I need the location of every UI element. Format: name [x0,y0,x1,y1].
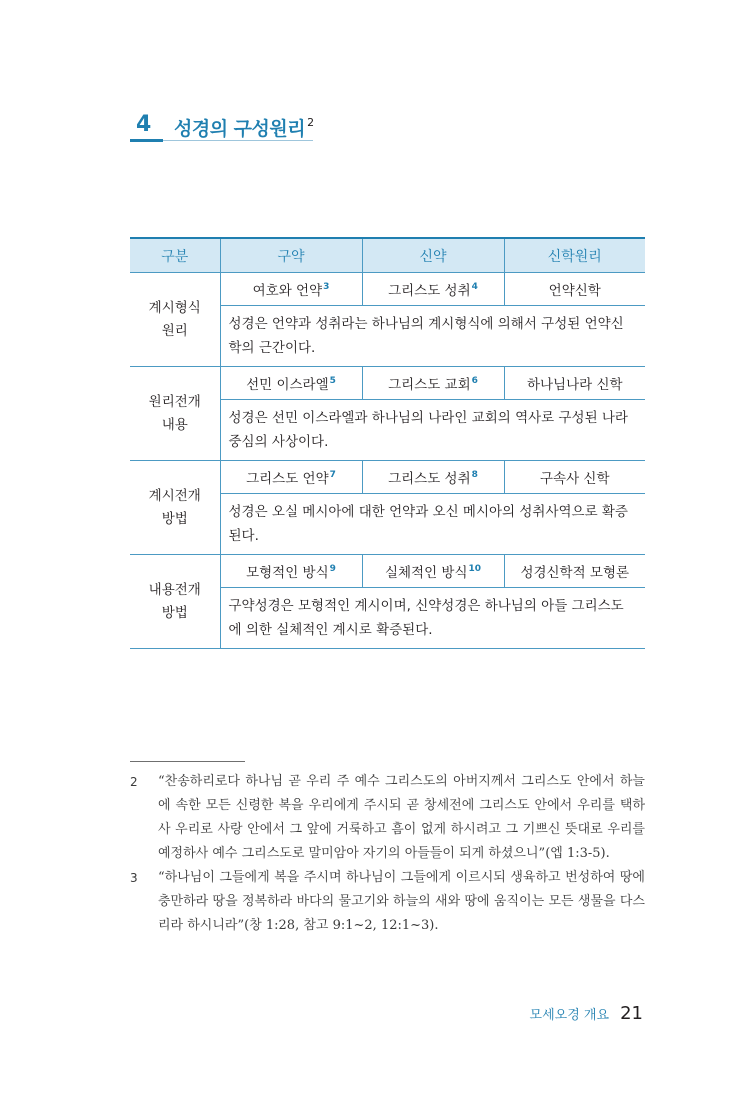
footnote-item [130,866,645,938]
footnote-ref[interactable]: 8 [471,470,478,480]
cell-text: 그리스도 언약 [246,471,329,487]
row-description: 구약성경은 모형적인 계시이며, 신약성경은 하나님의 아들 그리스도에 의한 실체적인 계시로 확증된다. [220,588,645,649]
cell-text: 그리스도 성취 [388,283,471,299]
structure-table [130,237,645,649]
table-cell [220,461,362,494]
row-category: 계시전개 방법 [130,461,220,555]
row-description: 성경은 언약과 성취라는 하나님의 계시형식에 의해서 구성된 언약신학의 근간이다. [220,306,645,367]
row-category: 계시형식 원리 [130,273,220,367]
table-cell [504,461,645,494]
table-cell [362,273,504,306]
cell-text: 구속사 신학 [540,471,610,487]
table-cell [362,461,504,494]
footnote-ref[interactable]: 4 [471,282,478,292]
cell-text: 성경신학적 모형론 [520,565,630,581]
book-title: 모세오경 개요 [529,1008,609,1023]
footnote-ref[interactable]: 5 [329,376,336,386]
footnote-text: “하나님이 그들에게 복을 주시며 하나님이 그들에게 이르시되 생육하고 번성하여 땅에 충만하라 땅을 정복하라 바다의 물고기와 하늘의 새와 땅에 움직이는 모든 생물을 다스리라 하시니라”(창 1:28, 참고 9:1~2, 12:1~3). [158,870,645,933]
table-cell [220,367,362,400]
cell-text: 언약신학 [548,283,601,299]
footnote-text: “찬송하리로다 하나님 곧 우리 주 예수 그리스도의 아버지께서 그리스도 안에서 하늘에 속한 모든 신령한 복을 우리에게 주시되 곧 창세전에 그리스도 안에서 우리를 택하사 우리로 사랑 안에서 그 앞에 거룩하고 흠이 없게 하시려고 그 기쁘신 뜻대로 우리를 예정하사 예수 그리스도로 말미암아 자기의 아들들이 되게 하셨으니”(엡 1:3-5). [158,774,645,861]
row-description: 성경은 오실 메시아에 대한 언약과 오신 메시아의 성취사역으로 확증된다. [220,494,645,555]
header-new-testament: 신약 [362,238,504,273]
table-row [130,555,645,588]
footnote-item [130,770,645,866]
cell-text: 그리스도 교회 [388,377,471,393]
header-old-testament: 구약 [220,238,362,273]
page-number: 21 [620,1003,643,1024]
footnote-ref[interactable]: 7 [329,470,336,480]
table-cell [220,555,362,588]
footnote-ref[interactable]: 9 [329,564,336,574]
footnote-ref[interactable]: 6 [471,376,478,386]
table-cell [504,273,645,306]
table-cell [504,555,645,588]
page-footer [530,1003,643,1025]
cell-text: 모형적인 방식 [246,565,329,581]
cell-text: 여호와 언약 [252,283,323,299]
heading-underline-accent [130,139,163,142]
cell-text: 실체적인 방식 [384,565,468,581]
footnote-ref[interactable]: 10 [468,564,482,574]
footnote-ref[interactable]: 2 [307,116,314,129]
section-number: 4 [136,112,152,137]
header-theology-principle: 신학원리 [504,238,645,273]
section-title [174,114,314,141]
table-cell [504,367,645,400]
section-title-text: 성경의 구성원리 [174,118,306,140]
cell-text: 선민 이스라엘 [246,377,329,393]
cell-text: 하나님나라 신학 [526,377,623,393]
table-cell [220,273,362,306]
row-category: 원리전개 내용 [130,367,220,461]
section-heading [130,112,315,142]
footnote-divider [130,761,245,762]
table-row [130,461,645,494]
footnote-number: 2 [130,775,138,789]
footnote-number: 3 [130,871,138,885]
table-cell [362,555,504,588]
row-category: 내용전개 방법 [130,555,220,649]
footnote-ref[interactable]: 3 [323,282,330,292]
footnotes [130,770,645,938]
cell-text: 그리스도 성취 [388,471,471,487]
table-row [130,367,645,400]
table-row [130,273,645,306]
row-description: 성경은 선민 이스라엘과 하나님의 나라인 교회의 역사로 구성된 나라 중심의 사상이다. [220,400,645,461]
table-cell [362,367,504,400]
header-category: 구분 [130,238,220,273]
table-header-row [130,238,645,273]
